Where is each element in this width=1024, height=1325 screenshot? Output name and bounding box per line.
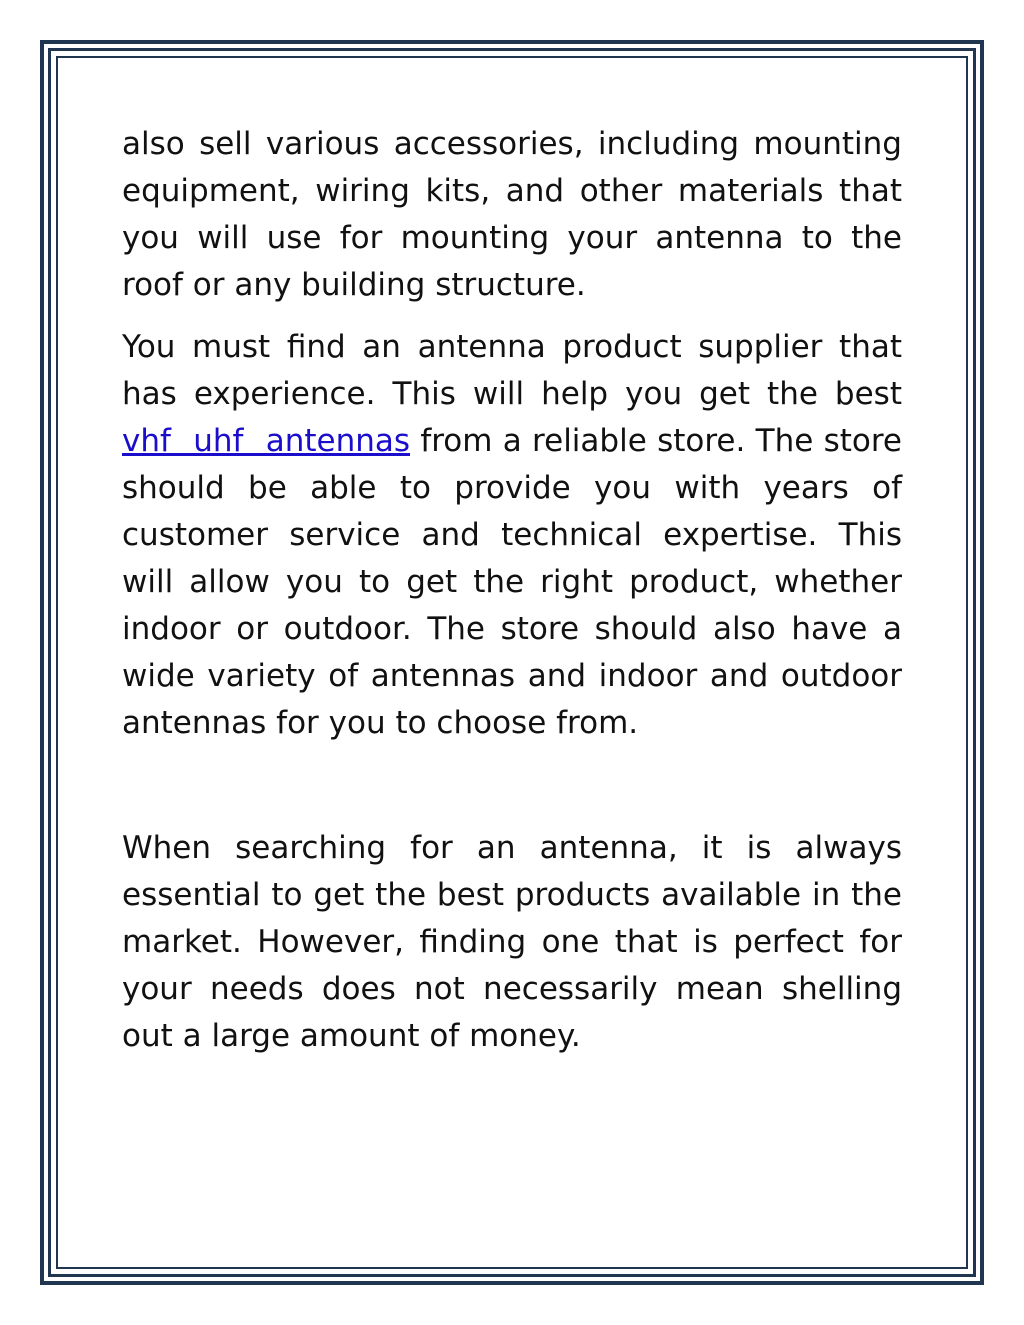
vhf-uhf-antennas-link[interactable]: vhf uhf antennas [122,423,411,459]
paragraph-supplier [122,324,902,747]
paragraph-accessories: also sell various accessories, including mounting equipment, wiring kits, and other materials that you will use for mounting your antenna to the roof or any building structure. [122,126,902,303]
paragraph-supplier-text-end: from a reliable store. The store should be able to provide you with years of customer service and technical expertise. This will allow you to get the right product, whether indoor or outdoor. The store should also have a wide variety of antennas and indoor and outdoor antennas for you to choose from. [122,423,903,741]
paragraph-searching: When searching for an antenna, it is always essential to get the best products available in the market. However, finding one that is perfect for your needs does not necessarily mean shelling out a large amount of money. [122,830,902,1054]
paragraph-supplier-text-start: You must find an antenna product supplier that has experience. This will help you get the best [122,329,902,412]
document-body [122,121,902,1060]
